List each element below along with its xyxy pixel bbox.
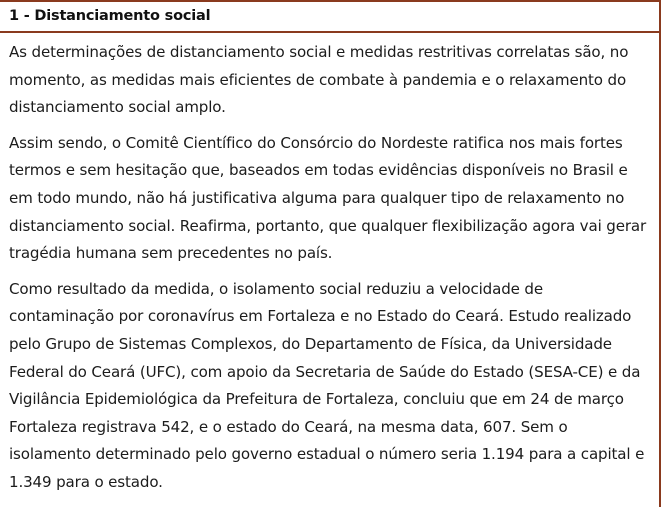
paragraph-distancing-measures: As determinações de distanciamento social e medidas restritivas correlatas são, no momento, as medidas mais eficientes de combate à pandemia e o relaxamento do distanciamento social amplo. (9, 43, 629, 117)
paragraph-study-results: Como resultado da medida, o isolamento social reduziu a velocidade de contaminação por coronavírus em Fortaleza e no Estado do Ceará. Estudo realizado pelo Grupo de Sistemas Complexos, do Departamento de Física, da Universidade Federal do Ceará (UFC), com apoio da Secretaria de Saúde do Estado (SESA-CE) e da Vigilância Epidemiológica da Prefeitura de Fortaleza, concluiu que em 24 de março Fortaleza registrava 542, e o estado do Ceará, na mesma data, 607. Sem o isolamento determinado pelo governo estadual o número seria 1.194 para a capital e 1.349 para o estado. (9, 279, 645, 491)
section-title: 1 - Distanciamento social (9, 8, 211, 24)
section-content (9, 39, 649, 505)
section-body-cell (0, 33, 661, 507)
paragraph-committee-statement: Assim sendo, o Comitê Científico do Consórcio do Nordeste ratifica nos mais fortes termos e sem hesitação que, baseados em todas evidências disponíveis no Brasil e em todo mundo, não há justificativa alguma para qualquer tipo de relaxamento no distanciamento social. Reafirma, portanto, que qualquer flexibilização agora vai gerar tragédia humana sem precedentes no país. (9, 133, 647, 263)
section-header-row (0, 0, 661, 33)
